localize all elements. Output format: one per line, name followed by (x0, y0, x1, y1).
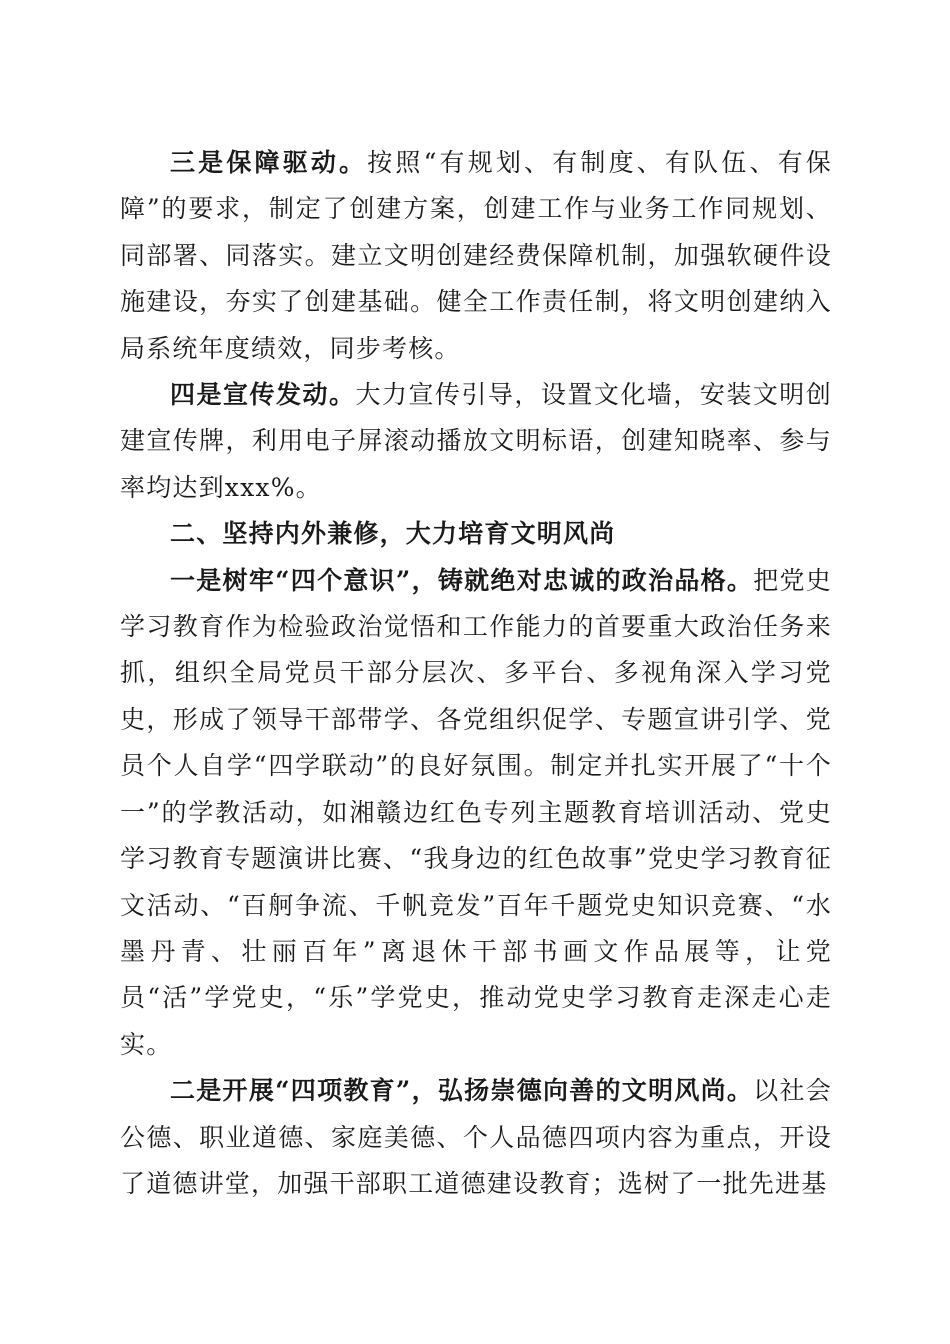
paragraph-publicity (120, 372, 832, 511)
paragraph-lead: 二是开展“四项教育”，弘扬崇德向善的文明风尚。 (170, 1076, 754, 1106)
paragraph-text: 大力宣传引导，设置文化墙，安装文明创建宣传牌，利用电子屏滚动播放文明标语，创建知晓率、参与率均达到xxx%。 (120, 380, 833, 502)
paragraph-lead: 四是宣传发动。 (170, 380, 356, 410)
paragraph-four-education (120, 1068, 832, 1207)
section-heading: 二、坚持内外兼修，大力培育文明风尚 (170, 519, 616, 549)
paragraph-text: 以社会公德、职业道德、家庭美德、个人品德四项内容为重点，开设了道德讲堂，加强干部职工道德建设教育；选树了一批先进基 (120, 1076, 832, 1198)
paragraph-text: 按照“有规划、有制度、有队伍、有保障”的要求，制定了创建方案，创建工作与业务工作同规划、同部署、同落实。建立文明创建经费保障机制，加强软硬件设施建设，夯实了创建基础。健全工作责任制，将文明创建纳入局系统年度绩效，同步考核。 (120, 148, 833, 363)
paragraph-four-consciousness (120, 558, 832, 1068)
paragraph-lead: 三是保障驱动。 (170, 148, 368, 177)
document-body (120, 140, 832, 1207)
paragraph-safeguard (120, 140, 832, 372)
paragraph-text: 把党史学习教育作为检验政治觉悟和工作能力的首要重大政治任务来抓，组织全局党员干部分层次、多平台、多视角深入学习党史，形成了领导干部带学、各党组织促学、专题宣讲引学、党员个人自学“四学联动”的良好氛围。制定并扎实开展了“十个一”的学教活动，如湘赣边红色专列主题教育培训活动、党史学习教育专题演讲比赛、“我身边的红色故事”党史学习教育征文活动、“百舸争流、千帆竞发”百年千题党史知识竞赛、“水墨丹青、壮丽百年”离退休干部书画文作品展等，让党员“活”学党史，“乐”学党史，推动党史学习教育走深走心走实。 (120, 565, 832, 1059)
paragraph-lead: 一是树牢“四个意识”，铸就绝对忠诚的政治品格。 (170, 565, 754, 595)
